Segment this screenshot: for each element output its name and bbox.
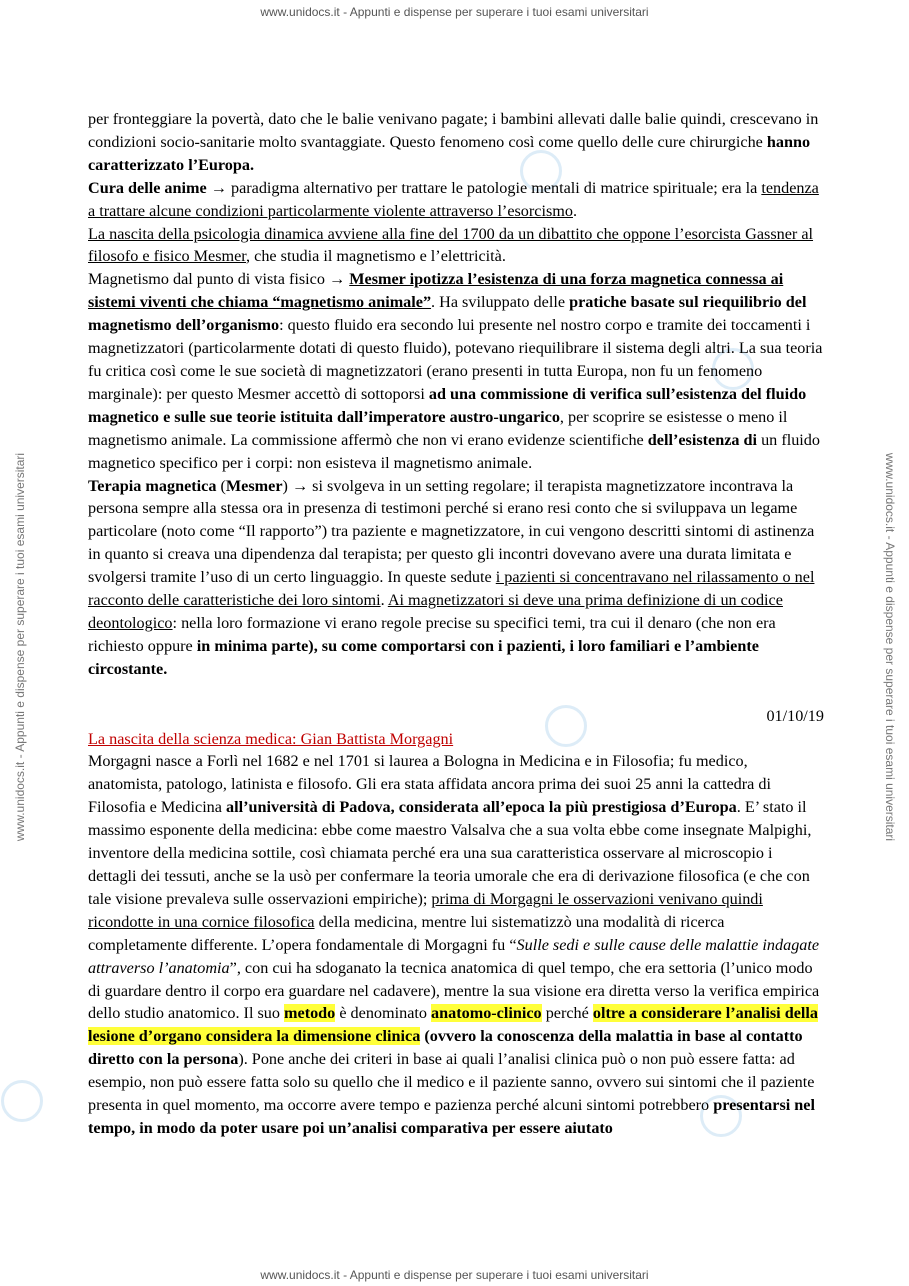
unidocs-logo-icon: [1, 1080, 43, 1122]
text-underlined: tendenza a trattare alcune condizioni particolarmente violente attraverso l’esorcismo: [88, 178, 819, 220]
text: : nella loro formazione vi erano regole precise su specifici temi, tra cui il denaro (che non era richiesto oppure: [88, 613, 776, 655]
text-bold: all’università di Padova, considerata all’epoca la più prestigiosa d’Europa: [226, 798, 737, 817]
text: . Ha sviluppato delle: [431, 293, 570, 312]
text: è denominato: [335, 1004, 432, 1023]
text-bold: hanno caratterizzato l’Europa.: [88, 132, 811, 174]
text-bold: Mesmer: [225, 476, 283, 495]
book-title: Sulle sedi e sulle cause delle malattie indagate attraverso l’anatomia: [88, 935, 820, 977]
watermark-right: www.unidocs.it - Appunti e dispense per superare i tuoi esami universitari: [883, 452, 897, 842]
text: per fronteggiare la povertà, dato che le balie venivano pagate; i bambini allevati dalle balie quindi, crescevano in condizioni socio-sanitarie molto svantaggiate. Questo fenomeno così come quello delle cure chirurgiche: [88, 110, 819, 151]
text: ). Pone anche dei criteri in base ai quali l’analisi clinica può o non può essere fatta: ad esempio, non può essere fatta solo su quello che il medico e il paziente sanno, ovvero sui sintomi che il paziente presenta in quel momento, ma occorre avere tempo e pazienza perché alcuni sintomi potrebbero: [88, 1050, 815, 1115]
text-bold: pratiche basate sul riequilibrio del magnetismo dell’organismo: [88, 293, 807, 335]
document-body: [88, 108, 824, 1140]
text: della medicina, mentre lui sistematizzò una modalità di ricerca completamente differente. L’opera fondamentale di Morgagni fu “: [88, 912, 725, 954]
text: . E’ stato il massimo esponente della medicina: ebbe come maestro Valsalva che a sua volta ebbe come insegnate Malpighi, inventore della medicina sottile, così chiamata perché era una sua caratteristica osservare al microscopio i dettagli dei tessuti, anche se la usò per confermare la teoria umorale che era di derivazione filosofica (e che con tale visione prevaleva sulle osservazioni empiriche);: [88, 798, 812, 908]
text-bold: ad una commissione di verifica sull’esistenza del fluido magnetico e sulle sue teorie istituita dall’imperatore austro-ungarico: [88, 384, 807, 426]
text: perché: [541, 1004, 593, 1023]
text-bold: dell’esistenza di: [647, 430, 758, 449]
text-bold: (ovvero la conoscenza della malattia in base al contatto diretto con la persona: [88, 1027, 803, 1069]
text: → paradigma alternativo per trattare le patologie mentali di matrice spirituale; era la: [206, 178, 762, 197]
highlight-definition: oltre a considerare l’analisi della lesione d’organo considera la dimensione clinica: [88, 1004, 818, 1046]
watermark-footer: www.unidocs.it - Appunti e dispense per superare i tuoi esami universitari: [260, 1268, 649, 1282]
term-terapia-magnetica: Terapia magnetica: [88, 476, 217, 495]
text: ”, con cui ha sdoganato la tecnica anatomica di quel tempo, che era settoria (l’unico modo di guardare dentro il corpo era guardare nel cadavere), mentre la sua visione era diretta verso la verifica empirica dello studio anatomico. Il suo: [88, 958, 820, 1023]
paragraph-terapia-magnetica: [88, 475, 824, 681]
text: un fluido magnetico specifico per i corpi: non esisteva il magnetismo animale.: [88, 430, 820, 472]
text-underlined: i pazienti si concentravano nel rilassamento o nel racconto delle caratteristiche dei loro sintomi: [88, 568, 815, 610]
text-bold-underlined: Mesmer ipotizza l’esistenza di una forza magnetica connessa ai sistemi viventi che chiama “magnetismo animale”: [88, 270, 784, 312]
section-heading: La nascita della scienza medica: Gian Battista Morgagni: [88, 729, 454, 748]
text-bold: in minima parte), su come comportarsi con i pazienti, i loro familiari e l’ambiente circostante.: [88, 636, 759, 678]
text: .: [572, 201, 578, 220]
text: : questo fluido era secondo lui presente nel nostro corpo e tramite dei toccamenti i magnetizzatori (particolarmente dotati di questo fluido), potevano riequilibrare il sistema degli altri. La sua teoria fu critica così come le sue società di magnetizzatori (erano presenti in tutta Europa, non fu un fenomeno marginale): per questo Mesmer accettò di sottoporsi: [88, 316, 823, 403]
text-underlined: La nascita della psicologia dinamica avviene alla fine del 1700 da un dibattito che oppone l’esorcista Gassner al filosofo e fisico Mesmer: [88, 224, 814, 266]
text: Magnetismo dal punto di vista fisico →: [88, 270, 350, 289]
text-underlined: Ai magnetizzatori si deve una prima definizione di un codice deontologico: [88, 591, 783, 632]
highlight-anatomo-clinico: anatomo-clinico: [431, 1004, 542, 1023]
lesson-date: 01/10/19: [766, 706, 824, 725]
text-bold: presentarsi nel tempo, in modo da poter usare poi un’analisi comparativa per essere aiutato: [88, 1096, 815, 1137]
text: (: [216, 476, 226, 495]
term-cura-delle-anime: Cura delle anime: [88, 178, 207, 197]
text: Morgagni nasce a Forlì nel 1682 e nel 1701 si laurea a Bologna in Medicina e in Filosofia; fu medico, anatomista, patologo, latinista e filosofo. Gli era stata affidata ancora prima dei suoi 25 anni la cattedra di Filosofia e Medicina: [88, 752, 771, 817]
highlight-metodo: metodo: [284, 1004, 336, 1023]
text: , che studia il magnetismo e l’elettricità.: [246, 247, 506, 266]
text: .: [380, 591, 388, 610]
paragraph-cura-delle-anime: [88, 108, 824, 475]
watermark-left: www.unidocs.it - Appunti e dispense per superare i tuoi esami universitari: [13, 452, 27, 842]
paragraph-morgagni: [88, 750, 824, 1139]
text: , per scoprire se esistesse o meno il magnetismo animale. La commissione affermò che non vi erano evidenze scientifiche: [88, 407, 788, 449]
text-underlined: prima di Morgagni le osservazioni venivano quindi ricondotte in una cornice filosofica: [88, 889, 763, 931]
watermark-header: www.unidocs.it - Appunti e dispense per superare i tuoi esami universitari: [260, 5, 649, 19]
text: ) → si svolgeva in un setting regolare; il terapista magnetizzatore incontrava la persona sempre alla stessa ora in presenza di testimoni perché si erano resi conto che si sviluppava un legame particolare (noto come “Il rapporto”) tra paziente e magnetizzatore, in cui vengono descritti sintomi di astinenza in quanto si creava una dipendenza dal terapista; per questo gli incontri dovevano avere una durata limitata e svolgersi tramite l’uso di un certo linguaggio. In queste sedute: [88, 476, 815, 587]
